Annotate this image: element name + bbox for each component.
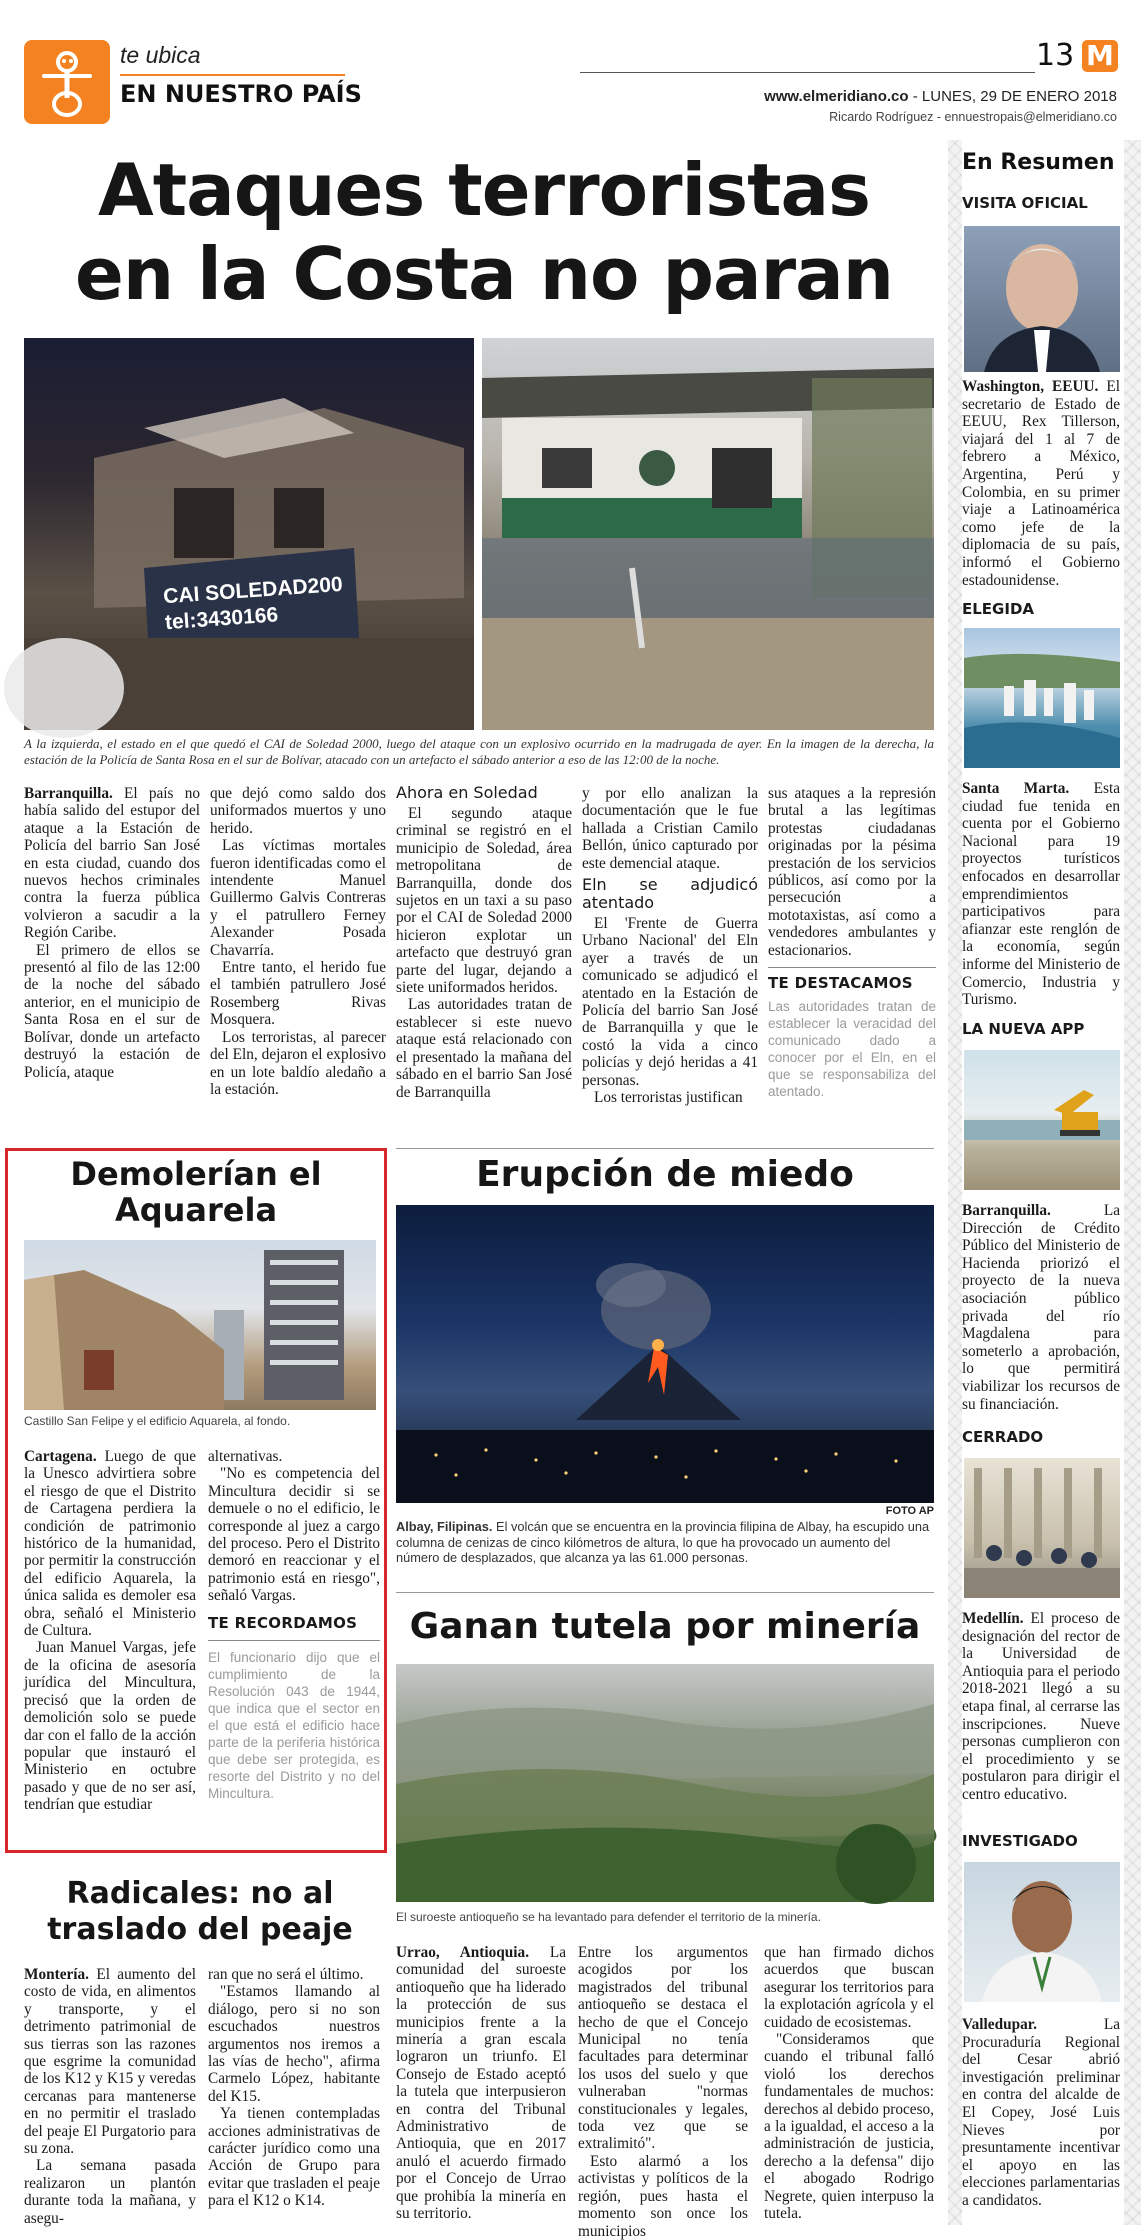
main-col1-p2: El primero de ellos se presentó al filo de las 12:00 de la noche del sábado anterior, en el municipio de Santa Rosa en el sur de Bolívar, donde un artefacto destruyó la estación de Policía, ataque bbox=[24, 941, 200, 1081]
sidebar-lead-washington: Washington, EEUU. bbox=[962, 378, 1099, 395]
photo-rio-magdalena bbox=[964, 1050, 1120, 1190]
sidebar-text-investigado bbox=[962, 2016, 1120, 2210]
header-rule bbox=[580, 72, 1035, 73]
tutela-top-rule bbox=[396, 1592, 934, 1593]
main-article-col3 bbox=[396, 780, 572, 1115]
website-link[interactable]: www.elmeridiano.co bbox=[764, 88, 909, 105]
tutela-col3 bbox=[764, 1944, 934, 2224]
tutela-headline: Ganan tutela por minería bbox=[409, 1606, 921, 1647]
box-te-destacamos-text: Las autoridades tratan de establecer la veracidad del comunicado dado a conocer por el Eln, en el que se responsabiliza del atentado. bbox=[768, 999, 936, 1100]
main-headline-line2: en la Costa no paran bbox=[75, 232, 893, 316]
river-works-illustration bbox=[964, 1050, 1120, 1190]
main-col2-p3: Entre tanto, el herido fue el también patrullero José Rosemberg Rivas Mosquera. bbox=[210, 959, 386, 1029]
meridiano-mascot-icon bbox=[24, 40, 110, 124]
main-col5-p1: sus ataques a la represión brutal a las legítimas protestas ciudadanas originadas por la pésima prestación de los servicios públicos, así como por la persecución a mototaxistas, así como a vendedores ambulantes y estacionarios. bbox=[768, 785, 936, 959]
sidebar-body-nueva-app: La Dirección de Crédito Público del Ministerio de Hacienda priorizó el proyecto de la nueva asociación público privada del río Magdalena para someterlo a aprobación, lo que permitirá viabilizar los recursos de su financiación. bbox=[962, 1202, 1120, 1413]
tutela-col1-p1: La comunidad del suroeste antioqueño que ha liderado la protección de sus municipios frente a la minería a gran escala lograron un triunfo. El Consejo de Estado aceptó la tutela que interpusieron en contra del Tribunal Administrativo de Antioquia, que en 2017 anuló el acuerdo firmado por el Concejo de Urrao que prohibía la minería en su territorio. bbox=[396, 1944, 567, 2223]
main-photo-caption: A la izquierda, el estado en el que quedó el CAI de Soledad 2000, luego del ataque con un explosivo ocurrido en la madrugada de ayer. En la imagen de la derecha, la estación de la Policía de Santa Rosa en el sur de Bolívar, atacado con un artefacto el sábado anterior a eso de las 12:00 de la noche. bbox=[24, 736, 934, 767]
section-kicker: te ubica bbox=[120, 42, 201, 68]
header-separator: - bbox=[912, 88, 922, 105]
sidebar-text-nueva-app bbox=[962, 1202, 1120, 1413]
erupcion-caption bbox=[396, 1519, 934, 1566]
aquarela-col2-p1: alternativas. bbox=[208, 1448, 283, 1465]
aquarela-col2-p2: "No es competencia del Mincultura decidir si se demuele o no el edificio, le corresponde al juez a cargo del proceso. Pero el Distrito demoró en reaccionar y el patrimonio está en riesgo", señaló Vargas. bbox=[208, 1465, 380, 1605]
tutela-col2-p2: Esto alarmó a los activistas y políticos de la región, pues hasta el momento son once los municipios bbox=[578, 2152, 748, 2240]
peaje-col1 bbox=[24, 1966, 197, 2227]
cai-sign-line1: CAI SOLEDAD200 bbox=[162, 572, 344, 609]
sidebar-label-visita-oficial: VISITA OFICIAL bbox=[962, 194, 1088, 212]
photo-cai-soledad bbox=[24, 338, 474, 730]
sidebar-body-cerrado: El proceso de designación del rector de la Universidad de Antioquia para el periodo 2018-2021 llegó a su etapa final, al cerrarse las inscripciones. Nueve personas cumplieron con el procedimiento y se postularon para dirigir el centro educativo. bbox=[962, 1610, 1120, 1803]
header-dateline bbox=[764, 88, 1117, 105]
sidebar-lead-barranquilla: Barranquilla. bbox=[962, 1202, 1051, 1219]
aquarela-col1-p2: Juan Manuel Vargas, jefe de la oficina de asesoría jurídica del Mincultura, precisó que la orden de demolición solo se puede dar con el fallo de la acción popular que instauró el Ministerio en octubre pasado y que de no ser así, tendrían que estudiar bbox=[24, 1639, 196, 1814]
peaje-headline: Radicales: no al traslado del peaje bbox=[47, 1876, 353, 1947]
mountain-landscape-illustration bbox=[396, 1664, 934, 1902]
main-article-col5 bbox=[768, 785, 936, 1115]
main-col4-p2: El 'Frente de Guerra Urbano Nacional' del Eln ayer a través de un comunicado se adjudicó el atentado en la Estación de Policía del barrio San José de Barranquilla y que le costó la vida a cinco policías y dejó heridas a 41 personas. bbox=[582, 915, 758, 1089]
tutela-col3-p2: "Consideramos que cuando el tribunal falló violó los derechos fundamentales de muchos: derechos al debido proceso, a la igualdad, el acceso a la administración de justicia, derecho a la defensa" dijo el abogado Rodrigo Negrete, quien interpuso la tutela. bbox=[764, 2031, 934, 2223]
volcano-illustration bbox=[396, 1205, 934, 1503]
section-name: EN NUESTRO PAÍS bbox=[120, 80, 362, 108]
erupcion-caption-text: El volcán que se encuentra en la provincia filipina de Albay, ha escupido una columna de cenizas de cinco kilómetros de altura, lo que ha provocado un aumento del número de desplazados, que alcanza ya las 61.000 personas. bbox=[396, 1519, 930, 1565]
section-logo bbox=[24, 40, 110, 124]
sidebar-body-visita-oficial: El secretario de Estado de EEUU, Rex Tillerson, viajará del 1 al 7 de febrero a México, Argentina, Perú y Colombia, en su primer viaje a Latinoamérica como jefe de la diplomacia de su país, informó el Gobierno estadounidense. bbox=[962, 378, 1120, 589]
ruined-building-illustration bbox=[24, 338, 474, 730]
castle-building-illustration bbox=[24, 1240, 376, 1410]
tutela-photo-caption: El suroeste antioqueño se ha levantado para defender el territorio de la minería. bbox=[396, 1910, 821, 1924]
main-col1-p1: El país no había salido del estupor del ataque a la Estación de Policía del barrio San José en esta ciudad, cuando dos nuevos hechos criminales contra la fuerza pública volvieron a sacudir a la Región Caribe. bbox=[24, 785, 200, 942]
portrait-illustration bbox=[964, 226, 1120, 372]
peaje-col2-p3: Ya tienen contempladas acciones administrativas de carácter jurídico como una Acción de Grupo para evitar que trasladen el peaje para el K12 o K14. bbox=[208, 2105, 380, 2210]
main-col2-p4: Los terroristas, al parecer del Eln, dejaron el explosivo en un lote baldío aledaño a la estación. bbox=[210, 1028, 386, 1098]
sidebar-title: En Resumen bbox=[962, 150, 1115, 175]
tutela-col2-p1: Entre los argumentos acogidos por los magistrados del tribunal antioqueño se destaca el hecho de que el Concejo Municipal no tenía facultades para determinar los usos del suelo y que vulneraban "normas constitucionales y legales, toda vez que se extralimitó". bbox=[578, 1944, 748, 2153]
photo-volcan-albay bbox=[396, 1205, 934, 1503]
tutela-col2 bbox=[578, 1944, 748, 2240]
main-col4-p3: Los terroristas justifican bbox=[594, 1089, 743, 1107]
sidebar-pattern-stripe bbox=[948, 140, 962, 2225]
photo-santa-rosa-station bbox=[482, 338, 934, 730]
cai-sign-line2: tel:3430166 bbox=[164, 603, 279, 635]
subhead-eln: Eln se adjudicó atentado bbox=[582, 875, 758, 913]
sidebar-pattern-stripe-right bbox=[1124, 140, 1141, 2225]
peaje-col2-p1: ran que no será el último. bbox=[208, 1966, 364, 1983]
sidebar bbox=[962, 140, 1124, 2225]
sidebar-text-cerrado bbox=[962, 1610, 1120, 1804]
section-kicker-rule bbox=[120, 74, 345, 76]
main-article-col1 bbox=[24, 785, 200, 1115]
main-col3-p2: Las autoridades tratan de establecer si este nuevo ataque está relacionado con el presentado la mañana del sábado en el barrio San José de Barranquilla bbox=[396, 996, 572, 1101]
sidebar-label-nueva-app: LA NUEVA APP bbox=[962, 1020, 1085, 1038]
sidebar-label-cerrado: CERRADO bbox=[962, 1428, 1044, 1446]
tutela-col1 bbox=[396, 1944, 566, 2224]
dateline-cartagena: Cartagena. bbox=[24, 1448, 97, 1465]
erupcion-headline: Erupción de miedo bbox=[476, 1154, 854, 1195]
dateline-urrao: Urrao, Antioquia. bbox=[396, 1944, 530, 1961]
portrait-illustration-2 bbox=[964, 1862, 1120, 2002]
photo-alcalde-el-copey bbox=[964, 1862, 1120, 2002]
sidebar-lead-valledupar: Valledupar. bbox=[962, 2016, 1037, 2033]
sidebar-body-investigado: La Procuraduría Regional del Cesar abrió investigación preliminar en contra del alcalde de El Copey, José Luis Nieves por presuntamente incentivar el apoyo en las elecciones parlamentarias a candidatos. bbox=[962, 2016, 1120, 2209]
main-col4-p1: y por ello analizan la documentación que le fue hallada a Cristian Camilo Bellón, único capturado por este demencial ataque. bbox=[582, 785, 758, 872]
main-article-col2 bbox=[210, 785, 386, 1115]
sidebar-text-visita-oficial bbox=[962, 378, 1120, 589]
brand-letter: M bbox=[1086, 39, 1114, 72]
sidebar-body-elegida: Esta ciudad fue tenida en cuenta por el Gobierno Nacional para 19 proyectos turísticos enfocados en desarrollar emprendimientos participativos para afianzar este renglón de la economía, según informe del Ministerio de Comercio, Industria y Turismo. bbox=[962, 780, 1120, 1009]
peaje-col2 bbox=[208, 1966, 380, 2224]
caption-lead-albay: Albay, Filipinas. bbox=[396, 1519, 493, 1534]
dateline-monteria: Montería. bbox=[24, 1966, 89, 1983]
aquarela-col2 bbox=[208, 1448, 380, 1843]
dateline-barranquilla: Barranquilla. bbox=[24, 785, 113, 802]
main-headline-line1: Ataques terroristas bbox=[98, 148, 870, 232]
tutela-col3-p1: que han firmado dichos acuerdos que buscan asegurar los territorios para la explotación agrícola y el cuidado de ecosistemas. bbox=[764, 1944, 934, 2031]
box-te-recordamos-title: TE RECORDAMOS bbox=[208, 1613, 358, 1632]
erupcion-top-rule bbox=[396, 1148, 934, 1149]
page-number: 13 bbox=[1036, 38, 1075, 73]
campus-illustration bbox=[964, 1458, 1120, 1598]
byline: Ricardo Rodríguez - ennuestropais@elmeridiano.co bbox=[829, 110, 1117, 124]
sidebar-lead-medellin: Medellín. bbox=[962, 1610, 1024, 1627]
peaje-col2-p2: "Estamos llamando al diálogo, pero si no son escuchados nuestros argumentos nos iremos a las vías de hecho", afirma Carmelo López, habitante del K15. bbox=[208, 1983, 380, 2105]
photo-suroeste-antioqueno bbox=[396, 1664, 934, 1902]
aquarela-headline: Demolerían el Aquarela bbox=[70, 1155, 322, 1229]
damaged-station-illustration bbox=[482, 338, 934, 730]
coastline-illustration bbox=[964, 628, 1120, 768]
photo-castillo-aquarela bbox=[24, 1240, 376, 1410]
main-col3-p1: El segundo ataque criminal se registró en el municipio de Soledad, área metropolitana de Barranquilla, donde dos sujetos en un taxi a su paso por el CAI de Soledad 2000 hicieron explotar un artefacto que destruyó gran parte del lugar, dejando a siete uniformados heridos. bbox=[396, 805, 572, 997]
peaje-col1-p1: El aumento del costo de vida, en alimentos y transporte, y el detrimento patrimonial de sus tierras son las razones que esgrime la comunidad de los K12 y K15 y veredas cercanas para mantenerse en no permitir el traslado del peaje El Purgatorio para su zona. bbox=[24, 1966, 197, 2158]
sidebar-label-elegida: ELEGIDA bbox=[962, 600, 1035, 618]
sidebar-text-elegida bbox=[962, 780, 1120, 1009]
photo-universidad-antioquia bbox=[964, 1458, 1120, 1598]
peaje-col1-p2: La semana pasada realizaron un plantón durante toda la mañana, y asegu- bbox=[24, 2157, 196, 2227]
main-article-col4 bbox=[582, 785, 758, 1115]
aquarela-col1 bbox=[24, 1448, 196, 1843]
sidebar-lead-santa-marta: Santa Marta. bbox=[962, 780, 1070, 797]
main-col2-p1: que dejó como saldo dos uniformados muertos y uno herido. bbox=[210, 785, 386, 837]
subhead-soledad: Ahora en Soledad bbox=[396, 783, 538, 802]
aquarela-photo-caption: Castillo San Felipe y el edificio Aquarela, al fondo. bbox=[24, 1414, 291, 1428]
photo-tillerson bbox=[964, 226, 1120, 372]
aquarela-col1-p1: Luego de que la Unesco advirtiera sobre el riesgo de que el Distrito de Cartagena perdiera la condición de patrimonio histórico de la humanidad, por permitir la construcción del edificio Aquarela, la única salida es demoler esa obra, señaló el Ministerio de Cultura. bbox=[24, 1448, 196, 1640]
box-te-recordamos-text: El funcionario dijo que el cumplimiento de la Resolución 043 de 1944, que indica que el sector en el que está el edificio hace parte de la periferia histórica que debe ser protegida, es resorte del Distrito y no del Mincultura. bbox=[208, 1640, 380, 1802]
issue-date: LUNES, 29 DE ENERO 2018 bbox=[921, 88, 1117, 105]
photo-santa-marta bbox=[964, 628, 1120, 768]
main-col2-p2: Las víctimas mortales fueron identificadas como el intendente Manuel Guillermo Galvis Contreras y el patrullero Ferney Alexander Posada Chavarría. bbox=[210, 837, 386, 959]
sidebar-label-investigado: INVESTIGADO bbox=[962, 1832, 1078, 1850]
erupcion-photo-credit: FOTO AP bbox=[885, 1505, 934, 1517]
main-headline bbox=[24, 148, 944, 316]
box-te-destacamos-title: TE DESTACAMOS bbox=[768, 967, 936, 992]
